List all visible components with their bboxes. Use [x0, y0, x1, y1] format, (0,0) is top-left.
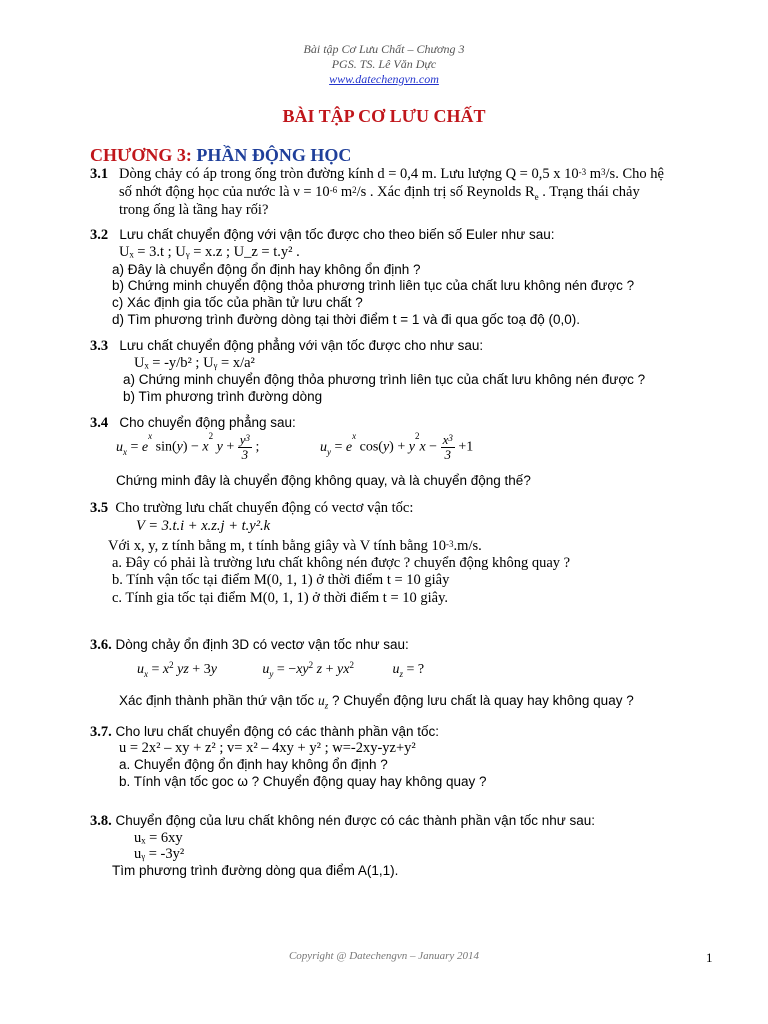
chapter-name: PHẦN ĐỘNG HỌC — [196, 145, 352, 165]
text: /s . Xác định trị số Reynolds R — [356, 184, 535, 200]
header-line-1: Bài tập Cơ Lưu Chất – Chương 3 — [303, 42, 465, 56]
website-link[interactable]: www.datechengvn.com — [329, 72, 439, 86]
problem-3-8-task: Tìm phương trình đường dòng qua điểm A(1,1). — [112, 863, 399, 878]
problem-3-5-vector-equation: V = 3.t.i + x.z.j + t.y².k — [136, 518, 271, 534]
text: Xác định thành phần thứ vận tốc — [119, 693, 318, 708]
text: Với x, y, z tính bằng m, t tính bằng giây và V tính bằng 10 — [108, 538, 447, 554]
exponent: 3 — [601, 167, 606, 177]
text: Dòng chảy ổn định 3D có vectơ vận tốc như sau: — [111, 637, 409, 652]
problem-3-2-item-c: c) Xác định gia tốc của phần tử lưu chất ? — [112, 295, 363, 310]
problem-3-7-item-b: b. Tính vận tốc goc ω ? Chuyển động quay hay không quay ? — [119, 774, 487, 789]
problem-3-8-equation-ux: uₓ = 6xy — [134, 830, 183, 846]
problem-3-7-item-a: a. Chuyển động ổn định hay không ổn định ? — [119, 757, 388, 772]
problem-3-3-equation: Uₓ = -y/b² ; Uᵧ = x/a² — [134, 355, 255, 371]
text: Lưu chất chuyển động phẳng với vận tốc được cho như sau: — [119, 338, 484, 353]
problem-3-5-item-c: c. Tính gia tốc tại điểm M(0, 1, 1) ở thời điểm t = 10 giây. — [112, 590, 449, 606]
text: Cho trường lưu chất chuyển động có vectơ vận tốc: — [115, 500, 414, 516]
page-number: 1 — [706, 950, 713, 965]
problem-3-6-equations: $u_x = x^2$ yz + 3y $u_y = -xy^2$ $z + yx^2$ $u_z$ = ? — [137, 660, 425, 679]
problem-3-4-equation-uy: $u_y = e^x$ $\cos(y) + y^2x$ − $\frac{x^3}{3}$ +1 — [320, 431, 474, 462]
exponent: -6 — [329, 185, 338, 195]
problem-number: 3.1 — [90, 166, 109, 182]
problem-3-5-units — [108, 537, 482, 555]
page-title: BÀI TẬP CƠ LƯU CHẤT — [282, 106, 486, 126]
footer-copyright: Copyright @ Datechengvn – January 2014 — [288, 950, 480, 962]
problem-number: 3.4 — [90, 415, 109, 431]
text: ? Chuyển động lưu chất là quay hay không quay ? — [328, 693, 634, 708]
problem-3-2-item-b: b) Chứng minh chuyển động thỏa phương trình liên tục của chất lưu không nén được ? — [112, 278, 635, 293]
header-author: PGS. TS. Lê Văn Dực — [331, 57, 437, 71]
problem-3-4-intro — [90, 414, 296, 432]
text: . Trạng thái chảy — [538, 184, 640, 200]
problem-3-3-item-a: a) Chứng minh chuyển động thỏa phương trình liên tục của chất lưu không nén được ? — [123, 372, 646, 387]
text: .m/s. — [453, 538, 482, 554]
exponent: 2 — [352, 185, 357, 195]
problem-number: 3.8. — [90, 813, 112, 829]
fraction: $\frac{y^3}{3}$ — [239, 432, 251, 462]
text: Dòng chảy có áp trong ống tròn đường kính d = 0,4 m. Lưu lượng Q = 0,5 x 10 — [119, 166, 579, 182]
problem-3-2-intro — [90, 226, 554, 244]
text: Cho chuyển động phẳng sau: — [119, 415, 296, 430]
text: m — [586, 166, 602, 182]
text: Lưu chất chuyển động với vận tốc được cho theo biến số Euler như sau: — [119, 227, 555, 242]
problem-3-2-item-d: d) Tìm phương trình đường dòng tại thời điểm t = 1 và đi qua gốc toạ độ (0,0). — [112, 312, 581, 327]
problem-3-6-question — [119, 692, 634, 715]
chapter-prefix: CHƯƠNG 3: — [90, 145, 197, 165]
problem-3-8-intro — [90, 812, 595, 830]
problem-3-8-equation-uy: uᵧ = -3y² — [134, 846, 185, 862]
text: Cho lưu chất chuyển động có các thành phần vận tốc: — [111, 724, 440, 739]
problem-3-3-intro — [90, 337, 483, 355]
problem-number: 3.7. — [90, 724, 112, 740]
uz-symbol: $u_z$ — [317, 693, 329, 711]
problem-3-7-equation: u = 2x² – xy + z² ; v= x² – 4xy + y² ; w=-2xy-yz+y² — [119, 740, 416, 756]
problem-3-5-item-b: b. Tính vận tốc tại điểm M(0, 1, 1) ở thời điểm t = 10 giây — [112, 572, 450, 588]
problem-number: 3.3 — [90, 338, 109, 354]
problem-3-4-equation-ux: $u_x = e^x$ $\sin(y) - x^2$ y + $\frac{y^3}{3}$ ; — [116, 431, 260, 462]
problem-3-5-intro — [90, 499, 413, 517]
header-website-wrap — [0, 72, 768, 87]
text: số nhớt động học của nước là ν = 10 — [119, 184, 330, 200]
subscript: e — [534, 191, 539, 202]
problem-3-6-intro — [90, 636, 409, 654]
exponent: -3 — [578, 167, 587, 177]
problem-3-1-line-1 — [90, 165, 664, 183]
problem-number: 3.2 — [90, 227, 109, 243]
problem-number: 3.6. — [90, 637, 112, 653]
text: /s. Cho hệ — [605, 166, 664, 182]
chapter-heading — [90, 145, 351, 166]
problem-3-2-item-a: a) Đây là chuyển động ổn định hay không ổn định ? — [112, 262, 421, 277]
exponent: -3 — [446, 539, 454, 549]
problem-3-3-item-b: b) Tìm phương trình đường dòng — [123, 389, 323, 404]
text: Chuyển động của lưu chất không nén được có các thành phần vận tốc như sau: — [111, 813, 596, 828]
text: m — [337, 184, 353, 200]
problem-3-2-equation: Uₓ = 3.t ; Uᵧ = x.z ; U_z = t.y² . — [119, 244, 300, 260]
problem-number: 3.5 — [90, 500, 109, 516]
problem-3-1-line-3: trong ống là tầng hay rối? — [119, 202, 269, 218]
problem-3-5-item-a: a. Đây có phải là trường lưu chất không nén được ? chuyển động không quay ? — [112, 555, 571, 571]
problem-3-4-conclusion: Chứng minh đây là chuyển động không quay, và là chuyển động thế? — [116, 473, 531, 488]
fraction: $\frac{x^3}{3}$ — [442, 432, 453, 462]
